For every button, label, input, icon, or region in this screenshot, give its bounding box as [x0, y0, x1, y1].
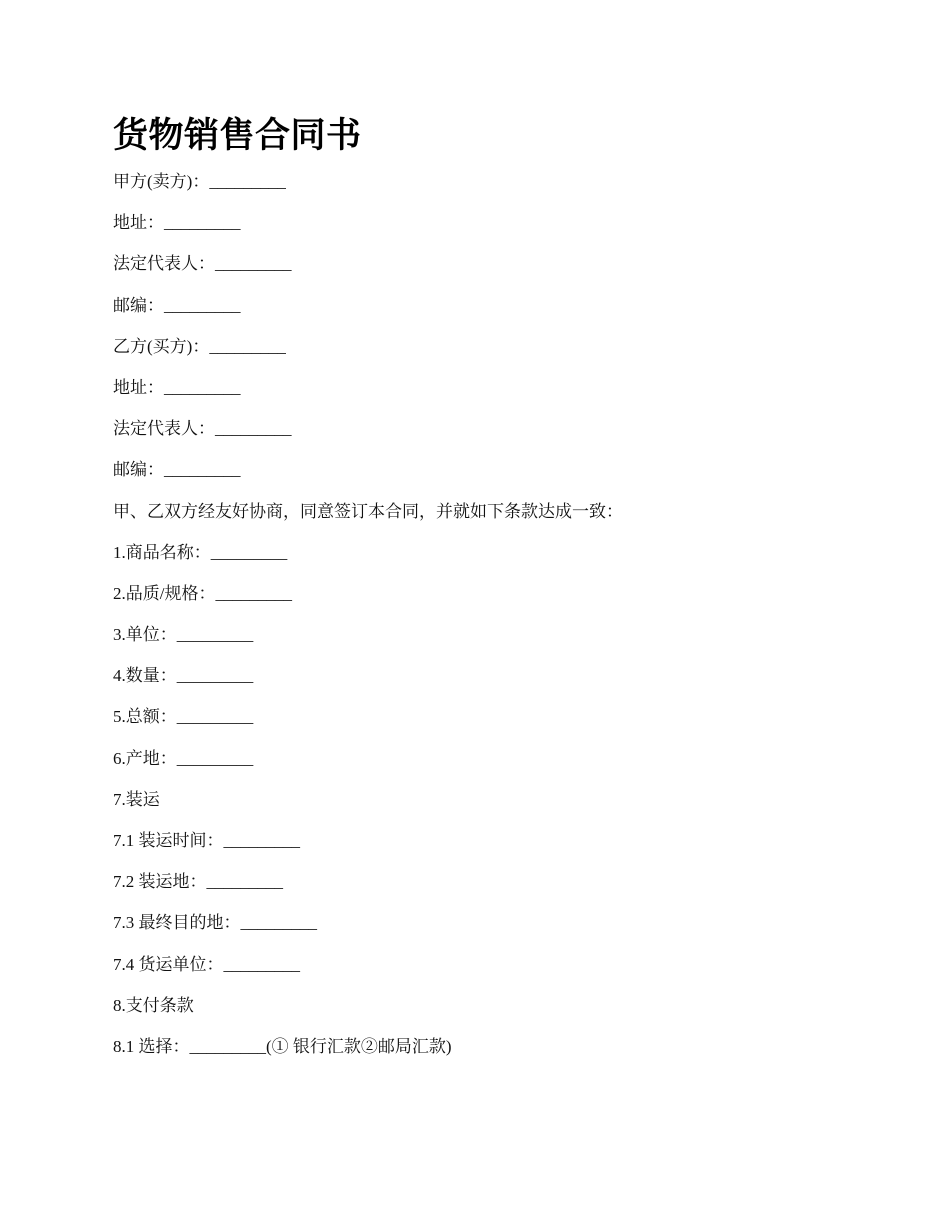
clause-line: 7.3 最终目的地：_________: [113, 913, 317, 933]
clause-line: 法定代表人：_________: [113, 419, 292, 439]
clause-line: 甲、乙双方经友好协商，同意签订本合同，并就如下条款达成一致：: [113, 501, 623, 521]
clause-line: 8.1 选择：_________(① 银行汇款②邮局汇款): [113, 1036, 452, 1056]
clause-line: 7.1 装运时间：_________: [113, 831, 300, 850]
clause-line: 5.总额：_________: [113, 707, 254, 727]
clause-line: 7.装运: [113, 789, 160, 809]
clause-line: 甲方(卖方)：_________: [113, 172, 286, 191]
clause-line: 乙方(买方)：_________: [113, 336, 286, 356]
clause-line: 邮编：_________: [113, 295, 241, 315]
document-title: 货物销售合同书: [113, 116, 362, 156]
clause-line: 法定代表人：_________: [113, 254, 292, 274]
clause-line: 地址：_________: [113, 213, 241, 233]
clause-line: 7.2 装运地：_________: [113, 872, 283, 892]
clause-line: 8.支付条款: [113, 995, 194, 1015]
clause-line: 地址：_________: [113, 377, 241, 397]
clause-line: 4.数量：_________: [113, 666, 254, 686]
clause-line: 7.4 货运单位：_________: [113, 954, 300, 974]
clause-line: 邮编：_________: [113, 460, 241, 480]
clause-line: 2.品质/规格：_________: [113, 583, 292, 603]
document-page: [113, 110, 873, 1076]
clause-line: 3.单位：_________: [113, 625, 254, 645]
document-body: [113, 170, 873, 1059]
clause-line: 6.产地：_________: [113, 748, 254, 768]
clause-line: 1.商品名称：_________: [113, 542, 288, 562]
